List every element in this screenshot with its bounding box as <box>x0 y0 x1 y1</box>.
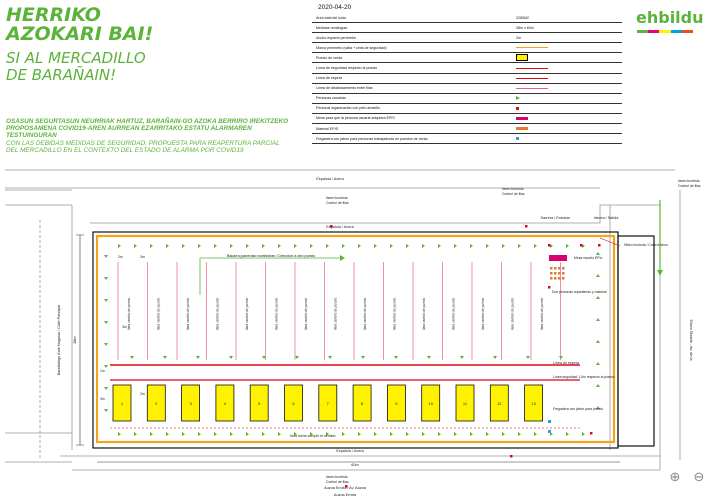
description-basque: OSASUN SEGURTASUN NEURRIAK HARTUZ, BARAÑAIN-GO AZOKA BERRIRO IREKITZEKO PROPOSAMENA COVID19-AREN AURREAN EZARRITAKO ESTATU ALARMAREN TESTUINGURAN <box>6 118 289 140</box>
user-arrow-icon <box>394 356 398 359</box>
user-arrow-icon <box>328 356 332 359</box>
epis-material <box>558 277 561 280</box>
user-arrow-icon <box>130 356 134 359</box>
user-arrow-icon <box>342 244 345 248</box>
stall-number: 13 <box>531 401 536 406</box>
user-arrow-icon <box>460 356 464 359</box>
user-arrow-icon <box>196 356 200 359</box>
user-arrow-icon <box>454 244 457 248</box>
user-arrow-icon <box>582 432 585 436</box>
staff-marker <box>590 432 593 435</box>
dimension-label: 60m <box>351 463 359 467</box>
user-arrow-icon <box>486 432 489 436</box>
user-arrow-icon <box>502 432 505 436</box>
stall-number: 4 <box>223 401 227 406</box>
stall-number: 12 <box>497 401 502 406</box>
row-label: Ilara cambio de puesto <box>156 297 161 330</box>
user-arrow-icon <box>310 244 313 248</box>
user-arrow-icon <box>214 244 217 248</box>
user-arrow-icon <box>262 244 265 248</box>
user-arrow-icon <box>390 244 393 248</box>
row-label: Ilara cambio de puesto <box>363 297 367 330</box>
user-arrow-icon <box>134 244 137 248</box>
user-arrow-icon <box>358 244 361 248</box>
user-arrow-icon <box>166 432 169 436</box>
row-label: Ilara cambio de puesto <box>186 297 190 330</box>
legend-label: Puesto de venta <box>316 55 342 60</box>
user-arrow-icon <box>534 244 537 248</box>
user-arrow-icon <box>406 432 409 436</box>
title-line: HERRIKO <box>6 4 101 26</box>
row-label: Ilara cambio de puesto <box>540 297 544 330</box>
queue-control-label: Control de filas <box>326 480 349 484</box>
user-arrow-icon <box>526 356 530 359</box>
bottom-line-label: Ilara lucha cumplir el sentido <box>290 434 336 438</box>
legend-label: Ancho espacio perímetro <box>316 35 356 40</box>
legend-label: Mesa para que la persona usuaria adquiera EPIS <box>316 116 395 121</box>
stall-number: 5 <box>258 401 261 406</box>
title-line: AZOKARI BAI! <box>6 23 154 45</box>
logo: ehbildu <box>636 8 704 27</box>
user-arrow-icon <box>246 244 249 248</box>
dimension-label: 1m <box>100 369 105 373</box>
sink-icon <box>548 430 551 433</box>
epis-material <box>562 267 565 270</box>
staff-marker <box>580 244 583 247</box>
row-label: Ilara cambio de puesto <box>422 297 426 330</box>
user-arrow-icon <box>104 277 108 280</box>
user-arrow-icon <box>493 356 497 359</box>
dimension-label: 38m <box>73 336 77 344</box>
staff-marker <box>548 286 551 289</box>
user-arrow-icon <box>486 244 489 248</box>
bottom-road-label: Auzoa Errota <box>333 493 357 497</box>
user-arrow-icon <box>104 387 108 390</box>
dimension-label: 2m <box>140 392 145 396</box>
stall-number: 2 <box>155 401 158 406</box>
user-arrow-icon <box>518 432 521 436</box>
user-arrow-icon <box>198 432 201 436</box>
exit-label: Irteera / Salida <box>593 216 619 220</box>
direction-arrow-icon <box>340 255 345 261</box>
staff-marker <box>598 244 601 247</box>
waiting-line-label: Línea de espera <box>553 361 579 365</box>
user-arrow-icon <box>422 432 425 436</box>
user-arrow-icon <box>566 244 569 248</box>
staff-marker <box>510 455 513 458</box>
user-arrow-icon <box>182 432 185 436</box>
capacity-control-label: Hiltzo kontrola / Control aforo <box>624 243 668 247</box>
epis-table <box>549 255 567 261</box>
user-arrow-icon <box>406 244 409 248</box>
legend-label: Personas usuarias <box>316 96 346 101</box>
legend-label: Fregadera con jabón para personas trabajadoras en puestos de venta <box>316 136 428 141</box>
legend-label: Marca perímetro (valla + cinta de seguridad) <box>316 45 387 50</box>
legend-label: Línea de seguridad respecto al puesto <box>316 66 378 71</box>
queue-control-label: Control de filas <box>502 192 525 196</box>
user-arrow-icon <box>104 343 108 346</box>
user-arrow-icon <box>278 432 281 436</box>
bottom-road-label: Auzoa Errota / Av. Auzoa <box>324 486 366 490</box>
queue-control-label: Ilaren kontrola <box>502 187 524 191</box>
dimension-label: 2m <box>118 255 123 259</box>
stall-number: 9 <box>395 401 398 406</box>
stall-number: 8 <box>360 401 364 406</box>
row-label: Ilara cambio de puesto <box>245 297 249 330</box>
row-label: Ilara cambio de puesto <box>510 297 515 330</box>
left-road-label: Barañaingo Kale Nagusia / Calle Principal <box>57 304 61 376</box>
epis-material <box>554 267 557 270</box>
user-arrow-icon <box>422 244 425 248</box>
epis-material <box>550 267 553 270</box>
queue-control-label: Ilaren kontrola <box>326 196 348 200</box>
user-arrow-icon <box>118 432 121 436</box>
user-arrow-icon <box>502 244 505 248</box>
legend-label: Material EPIS <box>316 126 338 131</box>
user-arrow-icon <box>198 244 201 248</box>
legend-label: Medidas rectángulo <box>316 25 348 30</box>
user-arrow-icon <box>596 340 600 343</box>
epis-material <box>550 272 553 275</box>
stall-number: 10 <box>428 401 433 406</box>
epis-material <box>558 267 561 270</box>
row-label: Ilara cambio de puesto <box>215 297 220 330</box>
epis-material <box>554 272 557 275</box>
user-arrow-icon <box>262 432 265 436</box>
user-arrow-icon <box>596 318 600 321</box>
epis-material <box>558 272 561 275</box>
user-arrow-icon <box>342 432 345 436</box>
subtitle-line: SI AL MERCADILLO <box>6 49 146 67</box>
user-arrow-icon <box>166 244 169 248</box>
user-arrow-icon <box>104 409 108 412</box>
epis-material <box>554 277 557 280</box>
legend-label: Línea de distanciamiento entre filas <box>316 86 373 91</box>
legend-label: Personal organización con peto amarillo <box>316 106 380 111</box>
street-label-top: Espaloia / Acera <box>316 177 344 181</box>
legend-label: Línea de espera <box>316 76 342 81</box>
queue-control-label: Control de filas <box>678 184 701 188</box>
user-arrow-icon <box>470 432 473 436</box>
user-arrow-icon <box>104 255 108 258</box>
direction-label: Bakarra joanerako norabidean / Dirección a otro puesto <box>227 254 316 258</box>
queue-control-label: Ilaren kontrola <box>326 475 348 479</box>
user-arrow-icon <box>294 244 297 248</box>
row-label: Ilara cambio de puesto <box>451 297 456 330</box>
staff-marker <box>525 225 528 228</box>
control-box <box>618 236 654 446</box>
user-arrow-icon <box>596 274 600 277</box>
user-arrow-icon <box>596 362 600 365</box>
user-arrow-icon <box>163 356 167 359</box>
user-arrow-icon <box>104 365 108 368</box>
dimension-label: 3m <box>140 255 145 259</box>
user-arrow-icon <box>596 296 600 299</box>
user-arrow-icon <box>390 432 393 436</box>
user-arrow-icon <box>118 244 121 248</box>
right-road-label: Eliseo Etxarte - Av. de la <box>689 319 693 361</box>
dimension-line <box>76 235 84 445</box>
row-label: Ilara cambio de puesto <box>304 297 308 330</box>
street-label-inner: Espaloia / Acera <box>326 225 354 229</box>
user-arrow-icon <box>374 244 377 248</box>
user-arrow-icon <box>134 432 137 436</box>
user-arrow-icon <box>230 432 233 436</box>
user-arrow-icon <box>246 432 249 436</box>
subtitle-line: DE BARAÑAIN! <box>6 66 117 84</box>
legend-date: 2020-04-20 <box>318 4 352 11</box>
row-label: Ilara cambio de puesto <box>392 297 397 330</box>
direction-path <box>200 258 340 295</box>
row-label: Ilara cambio de puesto <box>127 297 131 330</box>
user-arrow-icon <box>278 244 281 248</box>
user-arrow-icon <box>596 384 600 387</box>
sink-icon <box>548 420 551 423</box>
epis-material <box>550 277 553 280</box>
description-spanish: CON LAS DEBIDAS MEDIDAS DE SEGURIDAD, PROPUESTA PARA REAPERTURA PARCIAL DEL MERCADILLO EN EL CONTEXTO DEL ESTADO DE ALARMA POR COVID19 <box>6 139 280 154</box>
stall-number: 7 <box>326 401 329 406</box>
user-arrow-icon <box>427 356 431 359</box>
user-arrow-icon <box>534 432 537 436</box>
legend-value: 2280M2 <box>516 15 529 20</box>
user-arrow-icon <box>358 432 361 436</box>
user-arrow-icon <box>104 299 108 302</box>
user-arrow-icon <box>374 432 377 436</box>
row-label: Ilara cambio de puesto <box>333 297 338 330</box>
sink-label: Fregadera con jabón para puesto <box>553 407 604 411</box>
staff-marker <box>548 244 551 247</box>
user-arrow-icon <box>229 356 233 359</box>
epis-people-label: Dos personas repartiendo y material <box>552 290 607 294</box>
user-arrow-icon <box>470 244 473 248</box>
user-arrow-icon <box>150 432 153 436</box>
epis-material <box>562 277 565 280</box>
exit-arrow-icon <box>657 270 663 276</box>
zoom-in-icon[interactable]: ⊕ <box>669 469 681 484</box>
safety-line-label: Línea seguridad 1,5m respecto al puesto <box>553 375 615 379</box>
stall-number: 3 <box>189 401 192 406</box>
user-arrow-icon <box>566 432 569 436</box>
user-arrow-icon <box>104 321 108 324</box>
user-arrow-icon <box>559 356 563 359</box>
user-arrow-icon <box>361 356 365 359</box>
road-line <box>5 205 610 462</box>
zoom-out-icon[interactable]: ⊖ <box>693 469 705 484</box>
epis-material <box>562 272 565 275</box>
user-arrow-icon <box>454 432 457 436</box>
user-arrow-icon <box>150 244 153 248</box>
stall-number: 6 <box>292 401 295 406</box>
stall-number: 11 <box>462 401 468 406</box>
stall-number: 1 <box>120 401 124 406</box>
legend-value: 2m <box>516 35 521 40</box>
entrance-label: Sarrera / Entrada <box>540 216 570 220</box>
row-label: Ilara cambio de puesto <box>481 297 485 330</box>
user-arrow-icon <box>326 244 329 248</box>
user-arrow-icon <box>295 356 299 359</box>
user-arrow-icon <box>596 252 600 255</box>
user-arrow-icon <box>438 244 441 248</box>
user-arrow-icon <box>518 244 521 248</box>
dimension-label: 3m <box>122 325 127 329</box>
queue-control-label: Control de filas <box>326 201 349 205</box>
user-arrow-icon <box>214 432 217 436</box>
user-arrow-icon <box>438 432 441 436</box>
legend-value: 38m x 60m <box>516 25 534 30</box>
legend-label: Área total del solar <box>316 15 346 20</box>
street-label-bottom: Espaloia / Acera <box>336 449 364 453</box>
epis-table-label: Mesa reparto EPIs <box>574 256 603 260</box>
queue-control-label: Ilaren kontrola <box>678 179 700 183</box>
dimension-label: 3m <box>100 397 105 401</box>
user-arrow-icon <box>182 244 185 248</box>
user-arrow-icon <box>230 244 233 248</box>
row-label: Ilara cambio de puesto <box>274 297 279 330</box>
